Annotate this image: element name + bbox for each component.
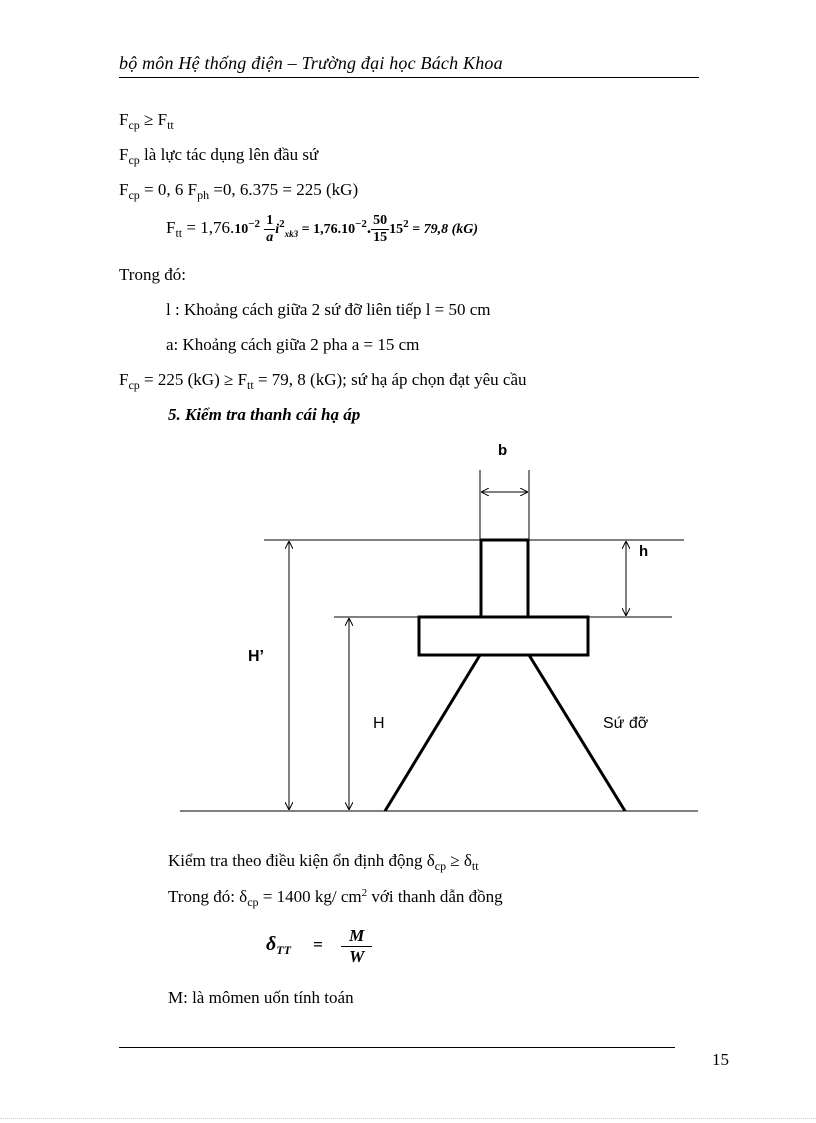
definition-a: a: Khoảng cách giữa 2 pha a = 15 cm [166, 335, 420, 354]
page-bottom-border [0, 1118, 816, 1119]
busbar-support-diagram [0, 430, 816, 820]
label-h: h [639, 543, 649, 560]
page-header: bộ môn Hệ thống điện – Trường đại học Bách Khoa [119, 53, 503, 73]
insulator-leg-left [385, 655, 480, 811]
conclusion-line: $F_{cp} = 225$ $(kG) \ge F_{tt} = 79$, 8 (kG); sứ hạ áp chọn đạt yêu cầu [119, 370, 527, 392]
insulator-leg-right [529, 655, 625, 811]
delta-formula: $\delta_{TT}$ = $\frac{M}{W}$ [266, 922, 372, 967]
fraction-1-over-a: $\frac{1}{a}$ [266, 212, 274, 245]
footer-rule [119, 1047, 675, 1048]
trong-do-label: Trong đó: [119, 265, 186, 284]
check-condition-line: Kiểm tra theo điều kiện ổn định động $\delta_{cp} \ge \delta_{tt}$ [168, 851, 479, 873]
section-title: 5. Kiểm tra thanh cái hạ áp [168, 405, 361, 424]
label-h-prime: H’ [248, 648, 264, 665]
ftt-formula: $F_{tt} = 1,76.10^{-2}$ $\frac{1}{a}$ $i^2_{xk3} = 1,76.10^{-2}$. $\frac{50}{15}$ $15^2 = 79,8$ (kG) [166, 212, 479, 245]
insulator-cap [419, 617, 588, 655]
label-h-total: H [373, 715, 385, 732]
label-su-do: Sứ đỡ [603, 715, 649, 732]
condition-line: $F_{cp} \ge F_{tt}$ [119, 110, 174, 132]
allowable-stress-line: Trong đó: $\delta_{cp} = 1400$ kg/ $cm^2$ với thanh dẫn đồng [168, 887, 503, 909]
moment-definition: M: là mômen uốn tính toán [168, 988, 354, 1007]
page-number: 15 [712, 1050, 729, 1069]
fcp-calculation: $F_{cp} = 0$, 6 $F_{ph} =0$, 6.375 = 225 (kG) [119, 180, 359, 202]
label-b: b [498, 442, 508, 459]
fraction-50-over-15: $\frac{50}{15}$ [373, 212, 388, 245]
busbar-rect [481, 540, 528, 617]
header-rule [119, 77, 699, 78]
fcp-definition: $F_{cp}$ là lực tác dụng lên đầu sứ [119, 145, 319, 167]
fraction-m-over-w: $\frac{M}{W}$ [341, 926, 372, 967]
definition-l: l : Khoảng cách giữa 2 sứ đỡ liên tiếp l = 50 cm [166, 300, 491, 319]
